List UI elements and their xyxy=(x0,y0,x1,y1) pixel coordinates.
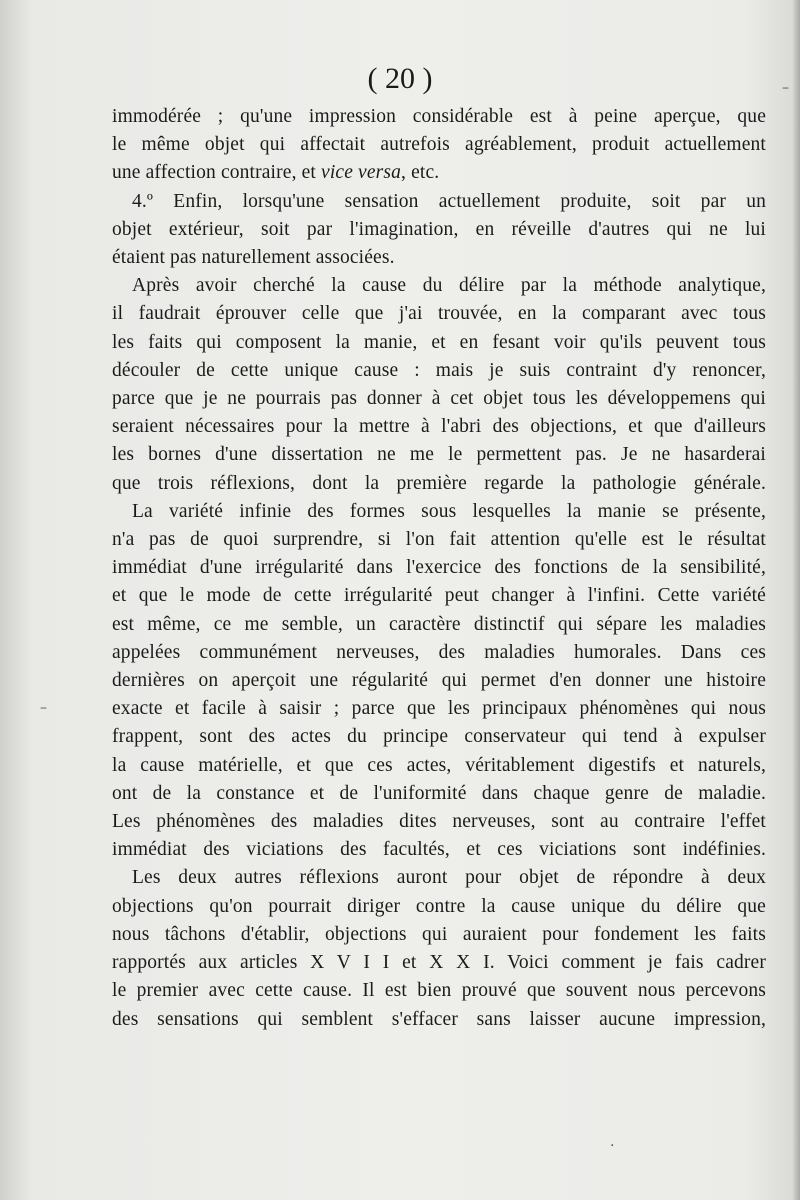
text-line: est même, ce me semble, un caractère distinctif qui sépare les maladies xyxy=(112,613,766,635)
text-line: appelées communément nerveuses, des maladies humorales. Dans ces xyxy=(112,641,766,663)
text-line: que trois réflexions, dont la première regarde la pathologie générale. xyxy=(112,472,766,494)
text-line: des sensations qui semblent s'effacer sans laisser aucune impression, xyxy=(112,1008,766,1030)
text-line: la cause matérielle, et que ces actes, véritablement digestifs et naturels, xyxy=(112,754,766,776)
text-line: parce que je ne pourrais pas donner à cet objet tous les développemens qui xyxy=(112,388,766,410)
text-line: dernières on aperçoit une régularité qui permet d'en donner une histoire xyxy=(112,670,766,692)
italic-phrase: vice versa xyxy=(321,162,402,184)
text-line: nous tâchons d'établir, objections qui auraient pour fondement les faits xyxy=(112,923,766,945)
text-line: rapportés aux articles X V I I et X X I. Voici comment je fais cadrer xyxy=(112,952,766,974)
text-line: seraient nécessaires pour la mettre à l'abri des objections, et que d'ailleurs xyxy=(112,416,766,438)
page-number: ( 20 ) xyxy=(367,62,433,95)
text-line: le même objet qui affectait autrefois agréablement, produit actuellement xyxy=(112,134,766,156)
text-line: les bornes d'une dissertation ne me le permettent pas. Je ne hasarderai xyxy=(112,444,766,466)
text-line: Les phénomènes des maladies dites nerveuses, sont au contraire l'effet xyxy=(112,811,766,833)
text-line: Après avoir cherché la cause du délire par la méthode analytique, xyxy=(132,275,766,297)
text-line: les faits qui composent la manie, et en fesant voir qu'ils peuvent tous xyxy=(112,331,766,353)
page-edge-shadow xyxy=(792,0,800,1200)
text-line: immédiat des viciations des facultés, et ces viciations sont indéfinies. xyxy=(112,839,766,861)
text-line: exacte et facile à saisir ; parce que les principaux phénomènes qui nous xyxy=(112,698,766,720)
text-line: il faudrait éprouver celle que j'ai trouvée, en la comparant avec tous xyxy=(112,303,766,325)
text-line: une affection contraire, et vice versa, etc. xyxy=(112,162,440,184)
text-line: objet extérieur, soit par l'imagination, en réveille d'autres qui ne lui xyxy=(112,218,766,240)
text-line: La variété infinie des formes sous lesquelles la manie se présente, xyxy=(132,500,766,522)
text-line: ont de la constance et de l'uniformité dans chaque genre de maladie. xyxy=(112,782,766,804)
text-line: le premier avec cette cause. Il est bien prouvé que souvent nous percevons xyxy=(112,980,766,1002)
text-line: immodérée ; qu'une impression considérable est à peine aperçue, que xyxy=(112,106,766,127)
text-line: immédiat d'une irrégularité dans l'exercice des fonctions de la sensibilité, xyxy=(112,557,766,579)
text-line: 4.º Enfin, lorsqu'une sensation actuellement produite, soit par un xyxy=(132,190,766,212)
margin-mark: – xyxy=(40,700,47,716)
text-line: découler de cette unique cause : mais je suis contraint d'y renoncer, xyxy=(112,359,766,381)
body-text xyxy=(112,103,766,1034)
text-line: étaient pas naturellement associées. xyxy=(112,247,395,269)
text-line: n'a pas de quoi surprendre, si l'on fait attention qu'elle est le résultat xyxy=(112,529,766,551)
margin-mark: – xyxy=(782,80,789,96)
ink-speck: · xyxy=(610,1138,615,1154)
text-line: Les deux autres réflexions auront pour objet de répondre à deux xyxy=(132,867,766,889)
text-line: frappent, sont des actes du principe conservateur qui tend à expulser xyxy=(112,726,766,748)
text-line: objections qu'on pourrait diriger contre la cause unique du délire que xyxy=(112,895,766,917)
text-line: et que le mode de cette irrégularité peut changer à l'infini. Cette variété xyxy=(112,585,766,607)
